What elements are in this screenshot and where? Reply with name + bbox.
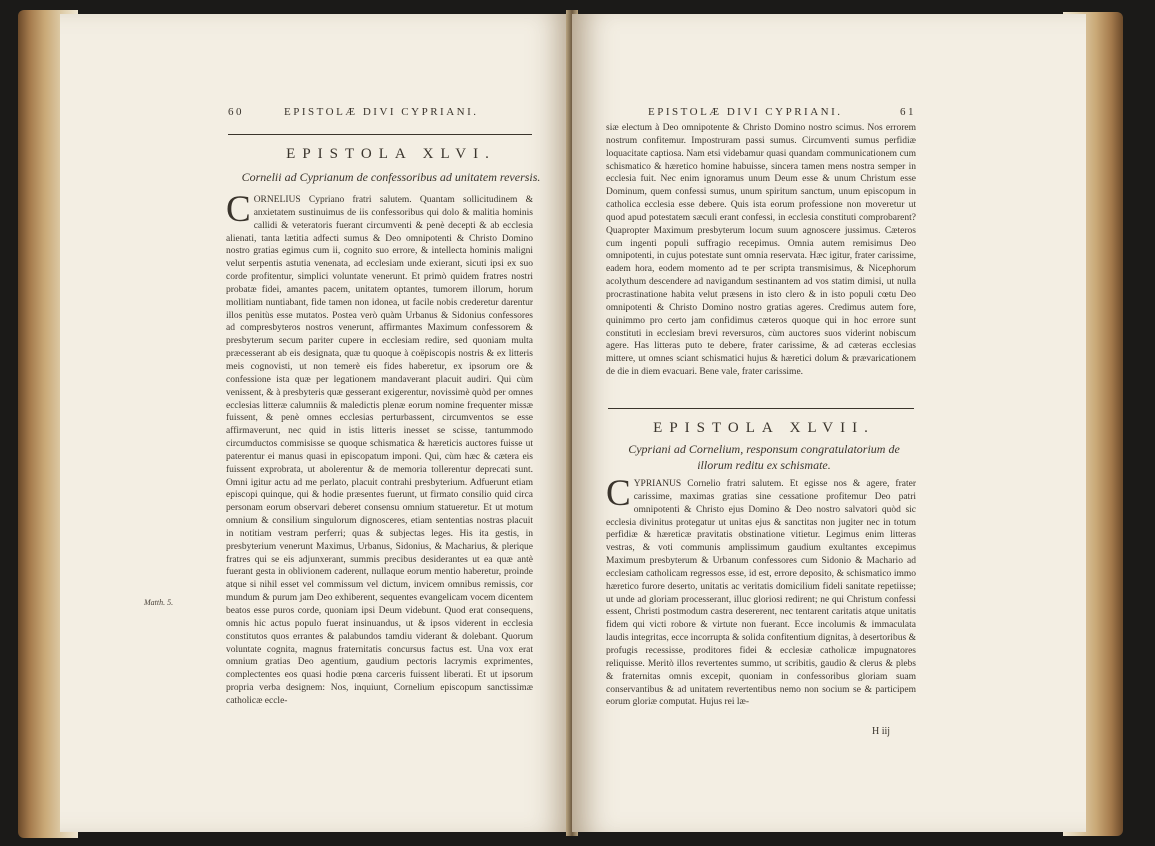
left-page bbox=[60, 14, 572, 832]
body-text: YPRIANUS Cornelio fratri salutem. Et egisse nos & agere, frater carissime, maximas gratias sine cessatione profitemur Deo patri omnipotenti & Christo ejus Domino & Deo nostro salvatori quòd sic ecclesia divinitus protegatur ut unitas ejus & sanctitas non jugiter nec in totum perfidiæ & hæreticæ pravitatis obstinatione vitietur. Legimus enim litteras vestras, & voti communis amplissimum gaudium exultantes excepimus Maximum presbyterum & Urbanum confessores cum Sidonio & Machario ad ecclesiam catholicam regressos esse, id est, errore deposito, & schismatico immo hæretico furore deserto, unitatis ac veritatis domicilium fideli sanitate repetiisse; ut unde ad gloriam processerant, illuc gloriosi redirent; ne qui Christum confessi essent, Christi postmodum castra desererent, nec tentarent caritatis atque unitatis fidem qui victi robore & virtute non fuerant. Ecce incolumis & immaculata laudis integritas, ecce incorrupta & solida confitentium dignitas, à desertoribus & profugis recessisse, proditores fidei & ecclesiæ catholicæ impugnatores reliquisse. Meritò illos revertentes summo, ut scribitis, gaudio & clerus & plebs & fraternitas omnis excepit, quoniam in confessoribus gloriam suam conservantibus & ad unitatem revertentibus nemo non socium se & participem eorum gloriæ computat. Hujus rei læ- bbox=[606, 479, 916, 708]
signature-mark: H iij bbox=[872, 726, 891, 737]
epistle-title: EPISTOLA XLVI. bbox=[286, 146, 496, 162]
page-number: 60 bbox=[228, 106, 244, 118]
running-head: EPISTOLÆ DIVI CYPRIANI. bbox=[648, 106, 843, 118]
epistle-body-bottom bbox=[606, 473, 916, 709]
epistle-subtitle-line1: Cypriani ad Cornelium, responsum congratulatorium de bbox=[628, 442, 900, 456]
section-rule bbox=[608, 408, 914, 409]
drop-cap: C bbox=[606, 473, 631, 514]
page-number: 61 bbox=[900, 106, 916, 118]
body-text: ORNELIUS Cypriano fratri salutem. Quantam sollicitudinem & anxietatem sustinuimus de iis confessoribus qui dolo & malitia hominis callidi & veteratoris fuerant circumventi & penè decepti & ab ecclesia alienati, tanta lætitia adfecti sumus & Deo omnipotenti & Christo Domino nostro gratias egimus cum ii, cognito suo errore, & intellecta hominis maligni velut serpentis astutia venenata, ad ecclesiam unde exierant, sicuti ipsi ex suo corde profitentur, simplici voluntate venerunt. Et primò quidem fratres nostri probatæ fidei, amantes pacem, unitatem optantes, tumorem illorum, horum mollitiam nuntiabant, fide tamen non idonea, ut facile nobis crederetur darentur illos penitùs esse mutatos. Postea verò quàm Urbanus & Sidonius confessores ad compresbyteros nostros venerunt, affirmantes Maximum confessorem & presbyterum secum pariter cupere in ecclesiam redire, sed quoniam multa præcesserant ab eis designata, quæ tu quoque à coëpiscopis nostris & ex litteris meis cognovisti, ut non temerè eis fides haberetur, ex ipsorum ore & confessione ista quæ per legationem mandaverant placuit audiri. Qui cùm venissent, & à presbyteris quæ gesserant exigerentur, novissimè quòd per omnes ecclesias litteræ calumniis & maledictis plenæ eorum nomine frequenter missæ fuissent, & penè omnes ecclesias perturbassent, circumventos se esse affirmaverunt, nec quid in istis litteris inesset se scisse, tantummodo circumductos commisisse se quoque schismatica & hæreticis auctores fuisse ut paterentur ei manus quasi in episcopatum imponi. Qui, cùm hæc & cætera eis fuissent exprobrata, ut abolerentur & de memoria tollerentur deprecati sunt. Omni igitur actu ad me perlato, placuit contrahi presbyterium. Adfuerunt etiam episcopi quinque, qui & hodie præsentes fuerunt, ut firmato consilio quid circa personam eorum observari deberet consensu omnium statueretur. Et ut motum omnium & consilium singulorum dignosceres, etiam sententias nostras placuit in notitiam vestram perferri; quas & subjectas leges. His ita gestis, in presbyterium venerunt Maximus, Urbanus, Sidonius, & Macharius, & plerique fratres qui se eis adjunxerant, summis precibus desiderantes ut ea quæ antè fuerant gesta in oblivionem caderent, nullaque eorum mentio haberetur, proinde atque si nihil esset vel commissum vel dictum, invicem omnibus remissis, cor mundum & purum jam Deo exhiberent, sequentes evangelicam vocem dicentem beatos esse puros corde, quoniam ipsi Deum videbunt. Quod erat consequens, omnis hic actus populo fuerat insinuandus, ut & ipsos viderent in ecclesia constitutos quos errantes & palabundos tamdiu viderant & dolebant. Quorum voluntate cognita, magnus fraternitatis concursus factus est. Una vox erat omnium gratias Deo agentium, gaudium pectoris lacrymis exprimentes, complectentes eos quasi hodie pœna carceris fuissent liberati. Et ut ipsorum propria verba designem: Nos, inquiunt, Cornelium episcopum sanctissimæ catholicæ eccle- bbox=[226, 195, 533, 706]
right-page bbox=[572, 14, 1086, 832]
epistle-subtitle: Cornelii ad Cyprianum de confessoribus ad unitatem reversis. bbox=[241, 170, 541, 184]
head-rule bbox=[228, 134, 532, 135]
running-head: EPISTOLÆ DIVI CYPRIANI. bbox=[284, 106, 479, 118]
epistle-subtitle-line2: illorum reditu ex schismate. bbox=[697, 458, 831, 472]
margin-note: Matth. 5. bbox=[144, 598, 174, 607]
drop-cap: C bbox=[226, 189, 251, 230]
epistle-body bbox=[226, 189, 533, 708]
epistle-body-top: siæ electum à Deo omnipotente & Christo Domino nostro scimus. Nos errorem nostrum confitemur. Impostruram passi sumus. Circumventi sumus perfidiæ loquacitate captiosa. Nam etsi videbamur quasi quandam communicationem cum schismatico & hæretico homine habuisse, sincera tamen mens nostra semper in ecclesia fuit. Nec enim ignoramus unum Deum esse & unum Christum esse Dominum, quem confessi sumus, unum spiritum sanctum, unum episcopum in catholica ecclesia esse debere. Quis ista eorum professione non moveretur ut quod apud potestatem sæculi erant confessi, in ecclesia constituti comprobarent? Quapropter Maximum presbyterum locum suum agnoscere jussimus. Cæteros cum ingenti populi suffragio recepimus. Omnia autem remisimus Deo omnipotenti, in cujus potestate sunt omnia reservata. Hæc igitur, frater carissime, eadem hora, eodem momento ad te per scripta transmisimus, & Nicephorum acolythum descendere ad navigandum sestinantem ad vos statim dimisi, ut nulla procrastinatione habita velut præsens in isto clero & in isto populi cœtu Deo omnipotenti & Christo Domino nostro gratias ageres. Credimus autem fore, quinimmo pro certo jam confidimus cæteros quoque qui in hoc errore sunt constituti in ecclesiam brevi reversuros, cùm auctores suos viderint nobiscum agere. Has litteras puto te debere, frater carissime, & ad cæteras ecclesias mittere, ut omnes sciant schismatici hujus & hæretici dolum & prævaricationem de die in diem evacuari. Bene vale, frater carissime. bbox=[606, 123, 916, 378]
epistle-title: EPISTOLA XLVII. bbox=[653, 420, 875, 436]
